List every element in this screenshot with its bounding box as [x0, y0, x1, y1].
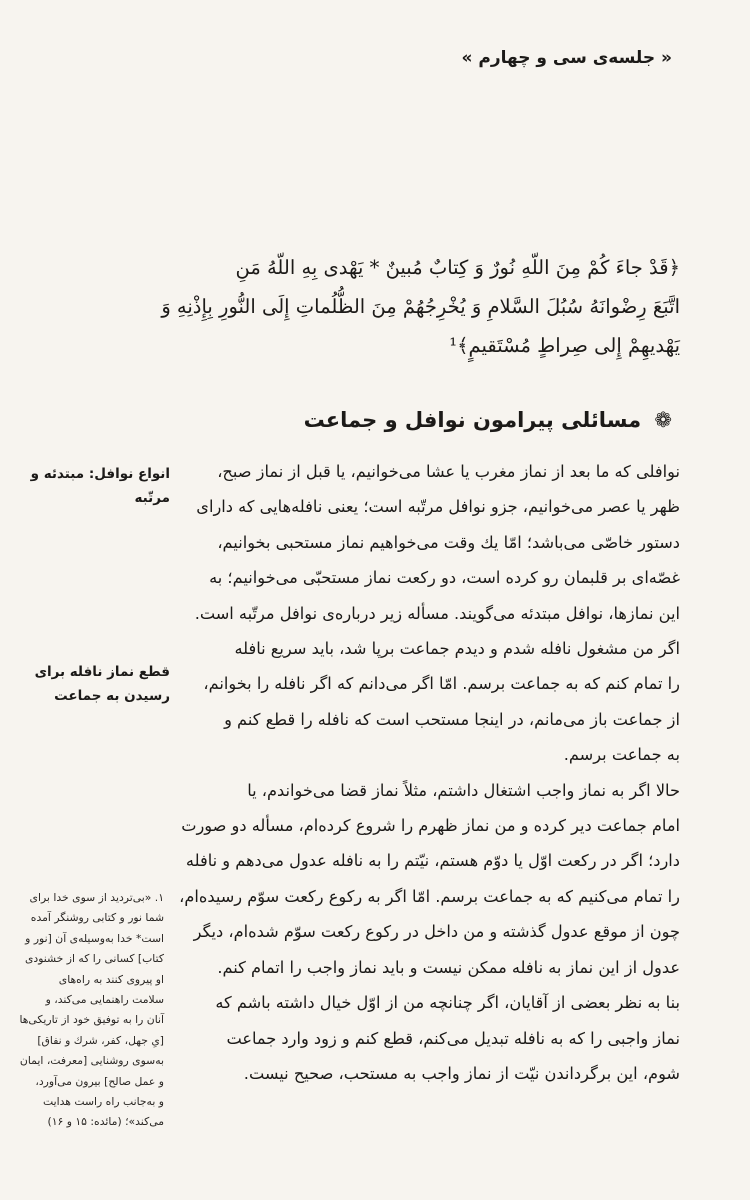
text-line: اگر من مشغول نافله شدم و دیدم جماعت برپا شد، باید سریع نافله — [234, 639, 680, 659]
paragraph-1 — [194, 454, 680, 631]
text-line: دارد؛ اگر در رکعت اوّل یا دوّم هستم، نیّتم را به نافله عدول می‌دهم و نافله — [185, 851, 680, 871]
verse-line: يَهْديهِمْ إِلى صِراطٍ مُسْتَقيمٍ﴾¹ — [449, 334, 680, 357]
text-line: را تمام می‌کنیم که به جماعت برسم. امّا اگر به رکوع رکعت سوّم رسیده‌ام، — [179, 886, 680, 906]
footnote-line: شما نور و کتابی روشنگر آمده — [30, 911, 164, 925]
paragraph-4 — [215, 985, 680, 1091]
text-line: این نمازها، نوافل مبتدئه می‌گویند. مسأله زیر درباره‌ی نوافل مرتّبه است. — [194, 603, 680, 623]
footnote-line: او پیروی کنند به راه‌های — [58, 972, 164, 986]
margin-note-nawafil-types: انواع نوافل: مبتدئه و مرتّبه — [30, 466, 170, 506]
section-heading — [304, 408, 672, 432]
text-line: حالا اگر به نماز واجب اشتغال داشتم، مثلاً نماز قضا می‌خواندم، یا — [247, 780, 680, 800]
text-line: شوم، این برگرداندن نیّت از نماز واجب به مستحب، صحیح نیست. — [243, 1063, 680, 1083]
footnote-line: کتاب] کسانی را که از خشنودی — [24, 952, 164, 966]
footnote-line: سلامت راهنمایی می‌کند، و — [45, 993, 164, 1007]
verse-line: ﴿قَدْ جاءَ كُمْ مِنَ اللّهِ نُورٌ وَ كِتابٌ مُبينٌ * يَهْدى بِهِ اللّهُ مَنِ — [235, 256, 680, 279]
text-line: ظهر یا عصر می‌خوانیم، جزو نوافل مرتّبه است؛ یعنی نافله‌هایی که دارای — [196, 497, 680, 517]
text-line: نوافلی که ما بعد از نماز مغرب یا عشا می‌خوانیم، یا قبل از نماز صبح، — [217, 462, 680, 481]
footnote-line: است* خدا به‌وسیله‌ی آن [نور و — [25, 931, 164, 945]
text-line: عدول از این نماز به نافله ممکن نیست و باید نماز واجب را اتمام کنم. — [217, 957, 680, 977]
text-line: غصّه‌ای بر قلبمان رو کرده است، دو رکعت نماز مستحبّی می‌خوانیم؛ به — [209, 568, 680, 588]
text-line: امام جماعت دیر کرده و من نماز ظهرم را شروع کرده‌ام، مسأله دو صورت — [181, 816, 680, 836]
text-line: چون از موقع عدول گذشته و من داخل در رکوع رکعت سوّم شده‌ام، دیگر — [193, 922, 680, 942]
margin-note-interrupt-prayer — [10, 660, 170, 708]
quran-verse — [70, 248, 680, 365]
footnote-line: [یِ جهل، کفر، شرك و نفاق] — [37, 1033, 164, 1047]
text-line: از جماعت باز می‌مانم، در اینجا مستحب است که نافله را قطع کنم و — [224, 709, 680, 729]
verse-line: اتَّبَعَ رِضْوانَهُ سُبُلَ السَّلامِ وَ يُخْرِجُهُمْ مِنَ الظُّلُماتِ إِلَى النُّورِ بِإِذْنِهِ وَ — [161, 295, 680, 318]
text-line: نماز واجبی را که به نافله تبدیل می‌کنم، قطع کنم و زود وارد جماعت — [226, 1028, 680, 1048]
footnote-line: و به‌جانب راه راست هدایت — [42, 1095, 164, 1109]
text-line: بنا به نظر بعضی از آقایان، اگر چنانچه من از اوّل خیال داشته باشم که — [215, 993, 680, 1013]
footnote — [14, 888, 164, 1133]
margin-note-line: رسیدن به جماعت — [54, 688, 170, 704]
footnote-line: به‌سوی روشنایی [معرفت، ایمان — [19, 1054, 164, 1068]
main-text — [179, 454, 680, 1091]
text-line: به جماعت برسم. — [563, 745, 680, 765]
paragraph-2 — [203, 631, 680, 773]
footnote-line: می‌کند»؛ (مائده: ۱۵ و ۱۶) — [47, 1115, 164, 1129]
section-heading-text: مسائلی پیرامون نوافل و جماعت — [303, 408, 642, 432]
flower-ornament-icon: ❁ — [654, 408, 672, 432]
footnote-line: ۱. «بی‌تردید از سوی خدا برای — [29, 891, 164, 904]
footnote-line: آنان را به توفیق خود از تاریکی‌ها — [19, 1013, 164, 1027]
margin-note-line: قطع نماز نافله برای — [34, 664, 170, 680]
footnote-line: و عمل صالح] بیرون می‌آورد، — [35, 1074, 164, 1088]
session-header: « جلسه‌ی سی و چهارم » — [461, 48, 672, 68]
paragraph-3 — [179, 773, 680, 985]
text-line: را تمام کنم که به جماعت برسم. امّا اگر می‌دانم که اگر نافله را بخوانم، — [203, 674, 680, 694]
text-line: دستور خاصّی می‌باشد؛ امّا یك وقت می‌خواهیم نماز مستحبی بخوانیم، — [217, 532, 680, 552]
